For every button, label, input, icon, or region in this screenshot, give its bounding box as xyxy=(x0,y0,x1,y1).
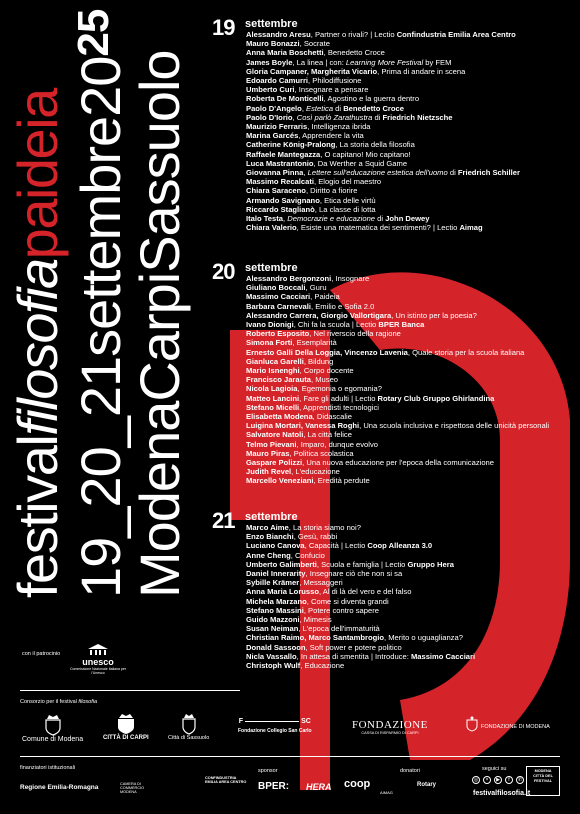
title-festival-word: festival xyxy=(6,435,69,598)
whatsapp-icon[interactable]: ✆ xyxy=(517,777,523,783)
speaker-name: Daniel Innerarity xyxy=(246,569,306,579)
speaker-name: Francisco Jarauta xyxy=(246,375,311,385)
fondazione-modena-label: FONDAZIONE DI MODENA xyxy=(481,724,550,730)
temple-icon xyxy=(87,643,109,657)
speaker-name: Alessandro Carrera, Giorgio Vallortigara xyxy=(246,310,392,320)
talk-title: , Capacità | Lectio xyxy=(304,541,368,551)
fondazione-collegio-text: Fondazione Collegio San Carlo xyxy=(238,728,312,734)
talk-title: , Messaggeri xyxy=(299,578,343,588)
speaker-name: Alessandro Bergonzoni xyxy=(246,274,332,283)
speaker-name: Sybille Krämer xyxy=(246,578,300,588)
speaker-name: Friedrich Nietzsche xyxy=(382,112,453,122)
speaker-entry xyxy=(246,606,475,615)
talk-title: , La classe di lotta xyxy=(314,204,376,214)
talk-title: , Quale storia per la scuola italiana xyxy=(407,347,525,357)
day-number: 19 xyxy=(212,15,235,40)
fsc-letters-sc: SC xyxy=(301,718,311,725)
speaker-name: Telmo Pievani xyxy=(246,439,297,449)
speaker-name: James Boyle xyxy=(246,57,293,67)
talk-title: , Didascalie xyxy=(312,412,352,422)
consortium-label-text: Consorzio per il festival xyxy=(20,699,77,705)
speaker-entry xyxy=(246,39,520,48)
unesco-subtitle: Commissione Nazionale Italiana per l'Unesco xyxy=(69,667,127,675)
camera-commercio-logo: CAMERA DI COMMERCIO MODENA xyxy=(120,782,145,794)
speaker-entry xyxy=(246,131,520,140)
talk-title: , Etica delle virtù xyxy=(319,195,376,205)
title-year-suffix: 25 xyxy=(69,9,118,57)
speaker-list xyxy=(246,30,520,232)
speaker-name: Alessandro Aresu xyxy=(246,30,311,39)
talk-title: , Paideia xyxy=(310,292,340,302)
talk-title: , Educazione xyxy=(300,661,345,671)
speaker-entry xyxy=(246,85,520,94)
speaker-name: Italo Testa xyxy=(246,214,283,224)
speaker-entry xyxy=(246,403,549,412)
speaker-name: Massimo Cacciari xyxy=(410,651,476,661)
speaker-name: Marina Garcés xyxy=(246,131,299,141)
speaker-name: Chiara Saraceno xyxy=(246,186,306,196)
talk-title: , L'educazione xyxy=(291,467,340,477)
speaker-name: Giuliano Boccali xyxy=(246,283,306,293)
speaker-list xyxy=(246,274,549,486)
speaker-entry xyxy=(246,214,520,223)
fondazione-collegio-logo xyxy=(238,718,312,734)
speaker-entry xyxy=(246,375,549,384)
citta-sassuolo-logo xyxy=(168,713,209,741)
talk-title: , Apprendisti tecnologici xyxy=(299,402,379,412)
hera-logo: HERA xyxy=(306,782,332,792)
crest-icon xyxy=(116,713,136,735)
day-month: settembre xyxy=(245,262,298,274)
day-number: 21 xyxy=(212,508,235,533)
speaker-name: Roberto Esposito xyxy=(246,329,310,339)
speaker-name: Ivano Dionigi xyxy=(246,320,294,330)
speaker-name: Riccardo Staglianò xyxy=(246,204,315,214)
speaker-entry xyxy=(246,430,549,439)
regione-logo: Regione Emilia-Romagna xyxy=(20,784,99,791)
speaker-name: Edoardo Camurri xyxy=(246,76,309,86)
talk-title: by FEM xyxy=(423,57,452,67)
speaker-entry xyxy=(246,76,520,85)
talk-title: , La storia della filosofia xyxy=(335,140,415,150)
speaker-name: Stefano Micelli xyxy=(246,402,300,412)
speaker-name: Gruppo Hera xyxy=(407,559,454,569)
fondazione-collegio-mark xyxy=(239,718,311,725)
speaker-entry xyxy=(246,58,520,67)
talk-title: , Merito o uguaglianza? xyxy=(383,633,463,643)
fondazione-modena-text xyxy=(481,724,550,730)
talk-title: , La storia siamo noi? xyxy=(288,523,361,532)
speaker-entry xyxy=(246,578,475,587)
speaker-name: Ernesto Galli Della Loggia, Vincenzo Lavenia xyxy=(246,347,408,357)
talk-title: , Eredità perdute xyxy=(313,476,370,486)
speaker-name: John Dewey xyxy=(385,214,430,224)
comune-modena-logo xyxy=(22,714,83,743)
speaker-entry xyxy=(246,67,520,76)
speaker-list xyxy=(246,523,475,670)
patronage-label: con il patrocinio xyxy=(22,651,61,657)
day-month: settembre xyxy=(245,18,298,30)
speaker-entry xyxy=(246,150,520,159)
speaker-entry xyxy=(246,661,475,670)
speaker-name: Luigina Mortari, Vanessa Roghi xyxy=(246,421,360,431)
speaker-name: Luciano Canova xyxy=(246,541,305,551)
speaker-entry xyxy=(246,159,520,168)
speaker-name: Paolo D'Angelo xyxy=(246,103,302,113)
website-link[interactable]: festivalfilosofia.it xyxy=(473,790,531,797)
speaker-entry xyxy=(246,615,475,624)
speaker-name: Roberta De Monticelli xyxy=(246,94,324,104)
speaker-entry xyxy=(246,30,520,39)
title-line-cities: ModenaCarpiSassuolo xyxy=(128,50,191,598)
talk-title: , Insegnare ciò che non si sa xyxy=(305,569,403,579)
consortium-label xyxy=(20,699,97,705)
talk-title: , Museo xyxy=(311,375,339,385)
talk-title: di xyxy=(447,168,458,178)
day-month: settembre xyxy=(245,511,298,523)
speaker-entry xyxy=(246,421,549,430)
sponsor-label: sponsor xyxy=(258,768,278,774)
speaker-entry xyxy=(246,597,475,606)
divider xyxy=(20,756,560,757)
rotary-logo: Rotary xyxy=(417,782,437,788)
speaker-entry xyxy=(246,476,549,485)
speaker-name: Umberto Galimberti xyxy=(246,559,317,569)
consortium-label-italic: filosofia xyxy=(78,699,98,705)
title-filosofia-word: filosofia xyxy=(6,259,69,436)
work-title: Democrazie e educazione xyxy=(287,214,376,224)
speaker-entry xyxy=(246,177,520,186)
speaker-name: Simona Forti xyxy=(246,338,293,348)
speaker-name: Umberto Curi xyxy=(246,85,295,95)
comune-modena-text: Comune di Modena xyxy=(22,736,84,743)
talk-title: , Diritto a fiorire xyxy=(305,186,358,196)
speaker-name: Judith Revel xyxy=(246,467,292,477)
speaker-entry xyxy=(246,467,549,476)
talk-title: , xyxy=(292,112,297,122)
speaker-name: Christoph Wulf xyxy=(246,661,301,671)
speaker-entry xyxy=(246,311,549,320)
crest-icon xyxy=(181,713,197,735)
speaker-entry xyxy=(246,541,475,550)
speaker-name: Massimo Recalcati xyxy=(246,177,314,187)
speaker-entry xyxy=(246,205,520,214)
speaker-entry xyxy=(246,223,520,232)
seguici-label: seguici su xyxy=(482,766,507,772)
speaker-entry xyxy=(246,551,475,560)
speaker-entry xyxy=(246,338,549,347)
fondazione-cr-subtitle: CASSA DI RISPARMIO DI CARPI xyxy=(361,731,419,735)
speaker-name: Nicla Vassallo xyxy=(246,651,297,661)
speaker-name: Salvatore Natoli xyxy=(246,430,304,440)
speaker-name: BPER Banca xyxy=(378,320,425,330)
speaker-entry xyxy=(246,412,549,421)
fondazione-cr-carpi-logo xyxy=(352,719,428,735)
speaker-name: Friedrich Schiller xyxy=(457,168,520,178)
speaker-name: Catherine König-Pralong xyxy=(246,140,336,150)
day-number: 20 xyxy=(212,259,235,284)
day-21-program xyxy=(212,508,476,671)
speaker-entry xyxy=(246,523,475,532)
work-title: Lettere sull'educazione estetica dell'uomo xyxy=(307,168,448,178)
speaker-name: Gloria Campaner, Margherita Vicario xyxy=(246,66,378,76)
talk-title: , Emilio e Sofia 2.0 xyxy=(311,301,375,311)
talk-title: , Agostino e la guerra dentro xyxy=(323,94,420,104)
talk-title: , Da Werther a Squid Game xyxy=(313,158,408,168)
talk-title: , Come si diventa grandi xyxy=(306,596,389,606)
speaker-name: Gaspare Polizzi xyxy=(246,458,303,468)
work-title: Estetica xyxy=(306,103,334,113)
talk-title: , Scuola e famiglia | Lectio xyxy=(316,559,408,569)
speaker-name: Rotary Club Gruppo Ghirlandina xyxy=(377,393,495,403)
speaker-entry xyxy=(246,633,475,642)
speaker-entry xyxy=(246,292,549,301)
talk-title: , Guru xyxy=(305,283,327,293)
talk-title: , Socrate xyxy=(299,39,330,49)
talk-title: , Esemplarità xyxy=(292,338,337,348)
talk-title: , Confucio xyxy=(290,550,325,560)
fondazione-cr-text: FONDAZIONE xyxy=(352,719,428,731)
talk-title: , Elogio del maestro xyxy=(313,177,382,187)
speaker-name: Paolo D'Iorio xyxy=(246,112,293,122)
talk-title: , xyxy=(301,103,307,113)
work-title: Learning More Festival xyxy=(345,57,424,67)
speaker-entry xyxy=(246,140,520,149)
speaker-name: Elisabetta Modena xyxy=(246,412,313,422)
talk-title: , Apprendere la vita xyxy=(298,131,364,141)
speaker-entry xyxy=(246,449,549,458)
speaker-name: Massimo Cacciari xyxy=(246,292,311,302)
talk-title: di xyxy=(333,103,344,113)
talk-title: , xyxy=(283,214,288,224)
speaker-entry xyxy=(246,440,549,449)
donatori-label: donatori xyxy=(400,768,420,774)
talk-title: di xyxy=(372,112,383,122)
title-dates: 19_20_21settembre20 xyxy=(69,56,132,598)
speaker-entry xyxy=(246,394,549,403)
speaker-entry xyxy=(246,643,475,652)
speaker-entry xyxy=(246,624,475,633)
divider xyxy=(20,690,240,691)
talk-title: , Una scuola inclusiva e rispettosa delle unicità personali xyxy=(359,421,550,431)
talk-title: , xyxy=(303,168,308,178)
talk-title: , Prima di andare in scena xyxy=(377,66,466,76)
talk-title: , Partner o rivali? | Lectio xyxy=(310,30,397,39)
crest-icon xyxy=(44,714,62,736)
speaker-name: Anna Maria Boschetti xyxy=(246,48,324,58)
speaker-entry xyxy=(246,168,520,177)
speaker-name: Giovanna Pinna xyxy=(246,168,304,178)
speaker-entry xyxy=(246,458,549,467)
speaker-name: Nicola Lagioia xyxy=(246,384,298,394)
speaker-entry xyxy=(246,104,520,113)
talk-title: , Imparo, dunque evolvo xyxy=(296,439,378,449)
fondazione-modena-logo xyxy=(466,716,550,732)
talk-title: , Benedetto Croce xyxy=(323,48,385,58)
speaker-name: Enzo Bianchi xyxy=(246,532,294,542)
modena-festival-badge: MODENA CITTÀ DEL FESTIVAL xyxy=(526,766,560,796)
speaker-entry xyxy=(246,274,549,283)
coop-logo: coop xyxy=(344,778,371,790)
unesco-wordmark: unesco xyxy=(82,657,114,667)
speaker-name: Barbara Carnevali xyxy=(246,301,312,311)
speaker-name: Anne Cheng xyxy=(246,550,291,560)
speaker-name: Guido Mazzoni xyxy=(246,615,300,625)
speaker-entry xyxy=(246,283,549,292)
talk-title: , O capitano! Mio capitano! xyxy=(320,149,411,159)
citta-carpi-text: CITTÀ DI CARPI xyxy=(103,735,149,741)
speaker-entry xyxy=(246,94,520,103)
speaker-entry xyxy=(246,186,520,195)
talk-title: , Potere contro sapere xyxy=(303,605,379,615)
instagram-icon[interactable]: ◎ xyxy=(473,777,479,783)
finanziatori-label: finanziatori istituzionali xyxy=(20,765,76,771)
speaker-name: Michela Marzano xyxy=(246,596,307,606)
talk-title: , La linea | con: xyxy=(292,57,346,67)
speaker-name: Mauro Piras xyxy=(246,448,290,458)
talk-title: , Bildung xyxy=(303,356,334,366)
talk-title: , Corpo docente xyxy=(299,366,354,376)
talk-title: , Intelligenza ibrida xyxy=(307,122,371,132)
speaker-entry xyxy=(246,113,520,122)
speaker-name: Mario Isnenghi xyxy=(246,366,300,376)
crest-icon xyxy=(466,716,478,732)
fsc-rule xyxy=(245,721,299,722)
speaker-name: Armando Savignano xyxy=(246,195,320,205)
title-line-dates xyxy=(69,8,134,598)
talk-title: , Egemonia o egomania? xyxy=(297,384,382,394)
speaker-name: Marcello Veneziani xyxy=(246,476,314,486)
speaker-entry xyxy=(246,366,549,375)
talk-title: , Gesù, rabbi xyxy=(293,532,338,542)
speaker-name: Anna Maria Lorusso xyxy=(246,587,319,597)
speaker-entry xyxy=(246,652,475,661)
day-19-program xyxy=(212,15,520,233)
speaker-name: Gianluca Garelli xyxy=(246,356,304,366)
speaker-entry xyxy=(246,320,549,329)
talk-title: , Insognare xyxy=(331,274,370,283)
speaker-entry xyxy=(246,587,475,596)
speaker-name: Christian Raimo, Marco Santambrogio xyxy=(246,633,384,643)
title-paideia-word: paideia xyxy=(6,89,69,260)
talk-title: , Soft power e potere politico xyxy=(305,642,402,652)
talk-title: , Una nuova educazione per l'epoca della comunicazione xyxy=(302,458,494,468)
speaker-entry xyxy=(246,357,549,366)
speaker-name: Confindustria Emilia Area Centro xyxy=(396,30,516,39)
speaker-name: Coop Alleanza 3.0 xyxy=(367,541,433,551)
social-icons xyxy=(472,776,524,784)
speaker-entry xyxy=(246,196,520,205)
talk-title: di xyxy=(375,214,386,224)
fsc-letter-f: F xyxy=(238,718,244,725)
speaker-entry xyxy=(246,384,549,393)
speaker-name: Stefano Massini xyxy=(246,605,304,615)
aimag-logo: AIMAG xyxy=(380,790,393,795)
citta-carpi-logo xyxy=(103,713,149,741)
speaker-name: Mauro Bonazzi xyxy=(246,39,300,49)
talk-title: , In attesa di smentita | Introduce: xyxy=(296,651,411,661)
speaker-name: Chiara Valerio xyxy=(246,223,297,233)
title-line-festival xyxy=(6,8,74,598)
speaker-name: Donald Sassoon xyxy=(246,642,306,652)
speaker-name: Matteo Lancini xyxy=(246,393,300,403)
talk-title: , Mimesis xyxy=(299,615,332,625)
speaker-entry xyxy=(246,329,549,338)
confindustria-logo: CONFINDUSTRIA EMILIA AREA CENTRO xyxy=(205,776,247,784)
talk-title: , La città felice xyxy=(303,430,352,440)
speaker-entry xyxy=(246,122,520,131)
youtube-icon[interactable]: ▶ xyxy=(494,776,502,784)
day-20-program xyxy=(212,259,550,486)
speaker-name: Aimag xyxy=(459,223,483,233)
speaker-name: Benedetto Croce xyxy=(343,103,404,113)
festival-title xyxy=(6,8,212,598)
x-icon[interactable]: × xyxy=(483,776,491,784)
speaker-name: Marco Aime xyxy=(246,523,289,532)
speaker-name: Susan Neiman xyxy=(246,624,299,634)
talk-title: , Un istinto per la poesia? xyxy=(391,310,477,320)
speaker-entry xyxy=(246,569,475,578)
talk-title: , Al di là del vero e del falso xyxy=(319,587,412,597)
speaker-name: Raffaele Mantegazza xyxy=(246,149,321,159)
citta-sassuolo-text: Città di Sassuolo xyxy=(168,735,210,741)
speaker-name: Luca Mastrantonio xyxy=(246,158,314,168)
speaker-entry xyxy=(246,560,475,569)
talk-title: , Esiste una matematica dei sentimenti? | Lectio xyxy=(296,223,460,233)
speaker-entry xyxy=(246,348,549,357)
facebook-icon[interactable]: f xyxy=(505,776,513,784)
talk-title: , Philodiffusione xyxy=(308,76,362,86)
speaker-entry xyxy=(246,48,520,57)
speaker-entry xyxy=(246,302,549,311)
talk-title: , L'epoca dell'immaturità xyxy=(298,624,380,634)
work-title: Così parlò Zarathustra xyxy=(296,112,373,122)
talk-title: , Chi fa la scuola | Lectio xyxy=(293,320,379,330)
talk-title: , Fare gli adulti | Lectio xyxy=(299,393,378,403)
talk-title: , Insegnare a pensare xyxy=(294,85,369,95)
talk-title: , Politica scolastica xyxy=(289,448,354,458)
talk-title: , Nel riverscio della ragione xyxy=(309,329,401,339)
unesco-logo xyxy=(68,643,128,675)
speaker-entry xyxy=(246,532,475,541)
speaker-name: Maurizio Ferraris xyxy=(246,122,308,132)
bper-logo: BPER: xyxy=(258,781,290,792)
